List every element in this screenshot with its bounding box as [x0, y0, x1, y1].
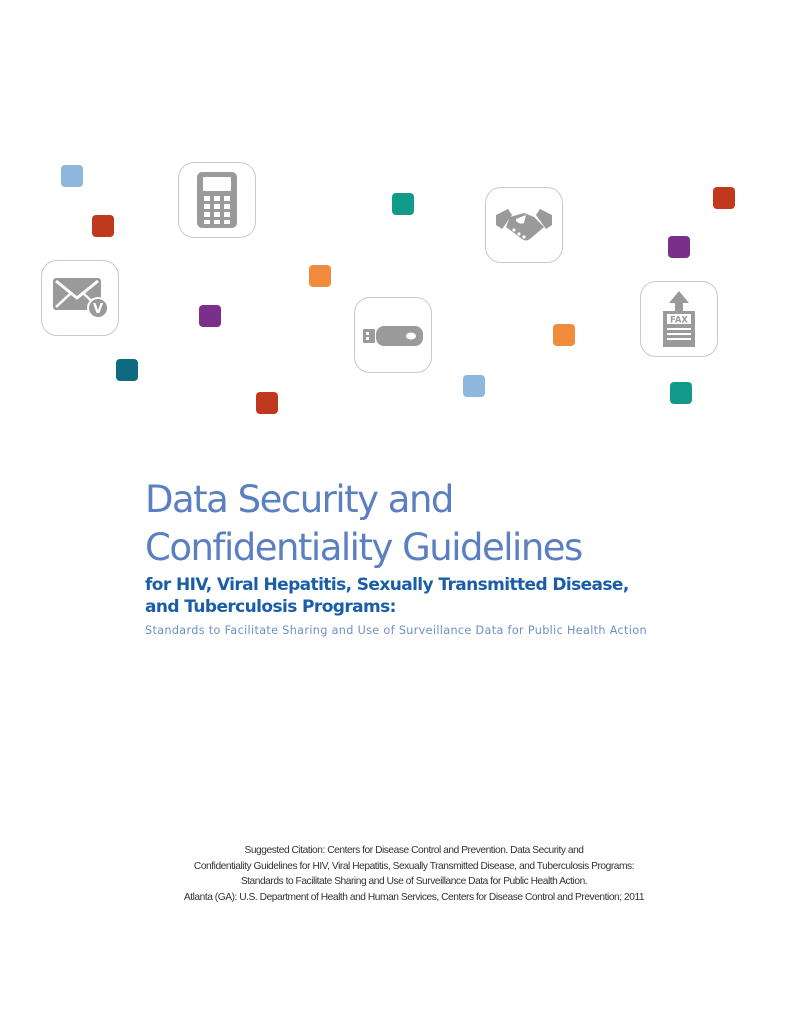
document-subtitle-line-2: and Tuberculosis Programs:: [145, 597, 396, 617]
handshake-icon: [494, 205, 554, 245]
citation-line-3: Standards to Facilitate Sharing and Use of Surveillance Data for Public Health Action.: [240, 876, 588, 887]
decorative-square: [463, 375, 485, 397]
document-subtitle-line-1: for HIV, Viral Hepatitis, Sexually Transmitted Disease,: [145, 575, 629, 595]
decorative-square: [713, 187, 735, 209]
email-icon: [51, 276, 109, 320]
decorative-square: [92, 215, 114, 237]
decorative-square: [61, 165, 83, 187]
usb-drive-tile: [354, 297, 432, 373]
decorative-square: [668, 236, 690, 258]
citation-line-2: Confidentiality Guidelines for HIV, Viral Hepatitis, Sexually Transmitted Disease, and Tuberculosis Programs:: [193, 860, 635, 872]
citation-line-1: Suggested Citation: Centers for Disease Control and Prevention. Data Security and: [244, 845, 584, 856]
decorative-square: [256, 392, 278, 414]
fax-tile: [640, 281, 718, 357]
decorative-square: [199, 305, 221, 327]
fax-label: FAX: [670, 315, 688, 326]
usb-drive-icon: [362, 323, 424, 347]
decorative-square: [392, 193, 414, 215]
phone-tile: [178, 162, 256, 238]
document-title-line-2: Confidentiality Guidelines: [145, 526, 582, 569]
fax-icon: [659, 289, 699, 349]
decorative-square: [553, 324, 575, 346]
document-title-line-1: Data Security and: [145, 478, 453, 521]
decorative-square: [670, 382, 692, 404]
citation-line-4: Atlanta (GA): U.S. Department of Health and Human Services, Centers for Disease Control and Prevention; 2011: [183, 891, 645, 903]
decorative-square: [116, 359, 138, 381]
email-badge-letter: V: [92, 302, 104, 317]
handshake-tile: [485, 187, 563, 263]
suggested-citation: [0, 843, 791, 905]
document-tagline: Standards to Facilitate Sharing and Use of Surveillance Data for Public Health Action: [145, 624, 647, 637]
decorative-square: [309, 265, 331, 287]
phone-icon: [195, 171, 239, 229]
email-tile: [41, 260, 119, 336]
